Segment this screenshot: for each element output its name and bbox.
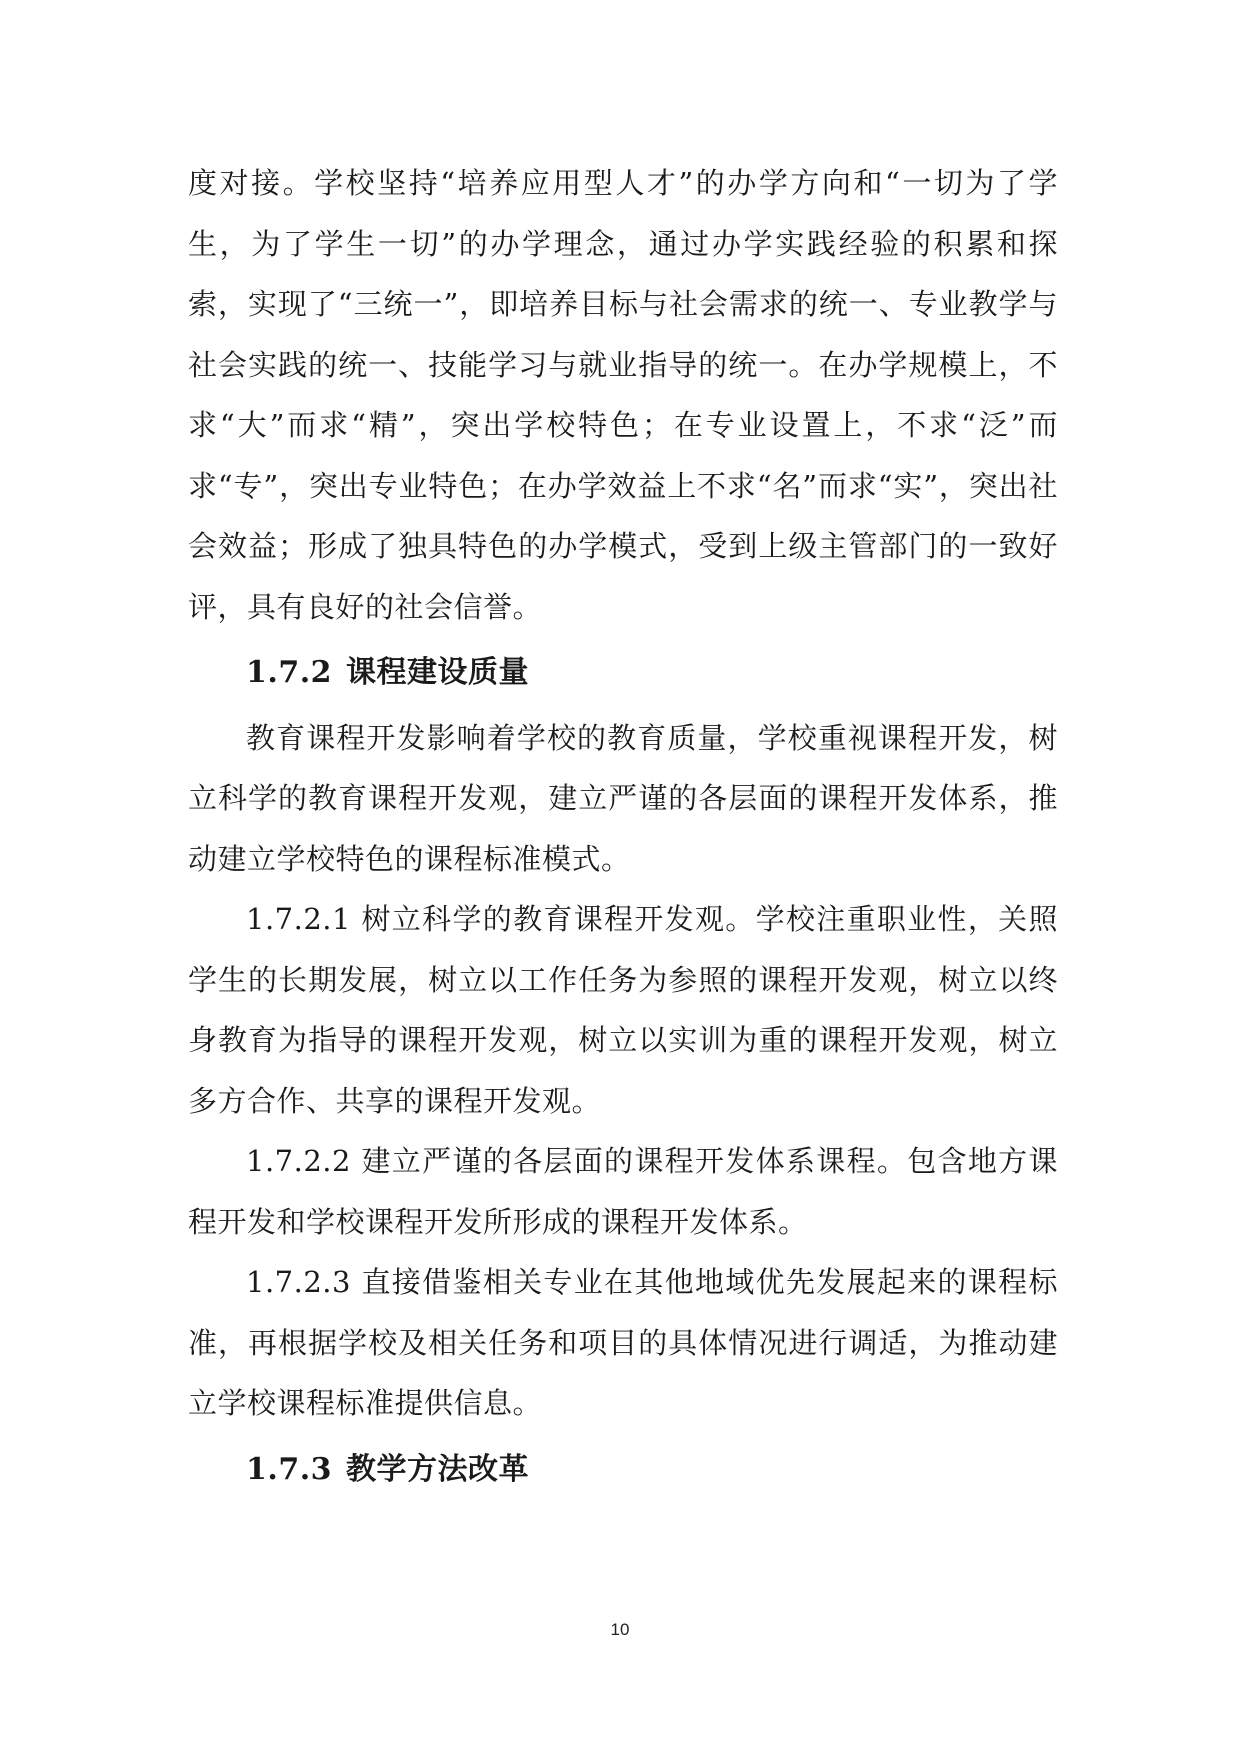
paragraph-item-1-7-2-3: 1.7.2.3 直接借鉴相关专业在其他地域优先发展起来的课程标准，再根据学校及相关任务和项目的具体情况进行调适，为推动建立学校课程标准提供信息。	[188, 1265, 1058, 1420]
paragraph-item-1-7-2-1: 1.7.2.1 树立科学的教育课程开发观。学校注重职业性，关照学生的长期发展，树立以工作任务为参照的课程开发观，树立以终身教育为指导的课程开发观，树立以实训为重的课程开发观，树立多方合作、共享的课程开发观。	[188, 902, 1058, 1118]
section-heading-1-7-3	[188, 1440, 1058, 1501]
section-title: 课程建设质量	[346, 655, 530, 690]
section-title: 教学方法改革	[346, 1451, 530, 1487]
section-heading-1-7-2	[188, 643, 1058, 704]
section-number: 1.7.3	[246, 1451, 333, 1487]
paragraph-continuation: 度对接。学校坚持“培养应用型人才”的办学方向和“一切为了学生，为了学生一切”的办学理念，通过办学实践经验的积累和探索，实现了“三统一”，即培养目标与社会需求的统一、专业教学与社会实践的统一、技能学习与就业指导的统一。在办学规模上，不求“大”而求“精”，突出学校特色；在专业设置上，不求“泛”而求“专”，突出专业特色；在办学效益上不求“名”而求“实”，突出社会效益；形成了独具特色的办学模式，受到上级主管部门的一致好评，具有良好的社会信誉。	[188, 166, 1058, 624]
page-content	[188, 153, 1058, 1500]
section-number: 1.7.2	[246, 655, 333, 690]
page-number: 10	[610, 1620, 630, 1639]
paragraph-item-1-7-2-2: 1.7.2.2 建立严谨的各层面的课程开发体系课程。包含地方课程开发和学校课程开发所形成的课程开发体系。	[188, 1144, 1058, 1239]
paragraph-course-intro: 教育课程开发影响着学校的教育质量，学校重视课程开发，树立科学的教育课程开发观，建立严谨的各层面的课程开发体系，推动建立学校特色的课程标准模式。	[188, 720, 1058, 876]
